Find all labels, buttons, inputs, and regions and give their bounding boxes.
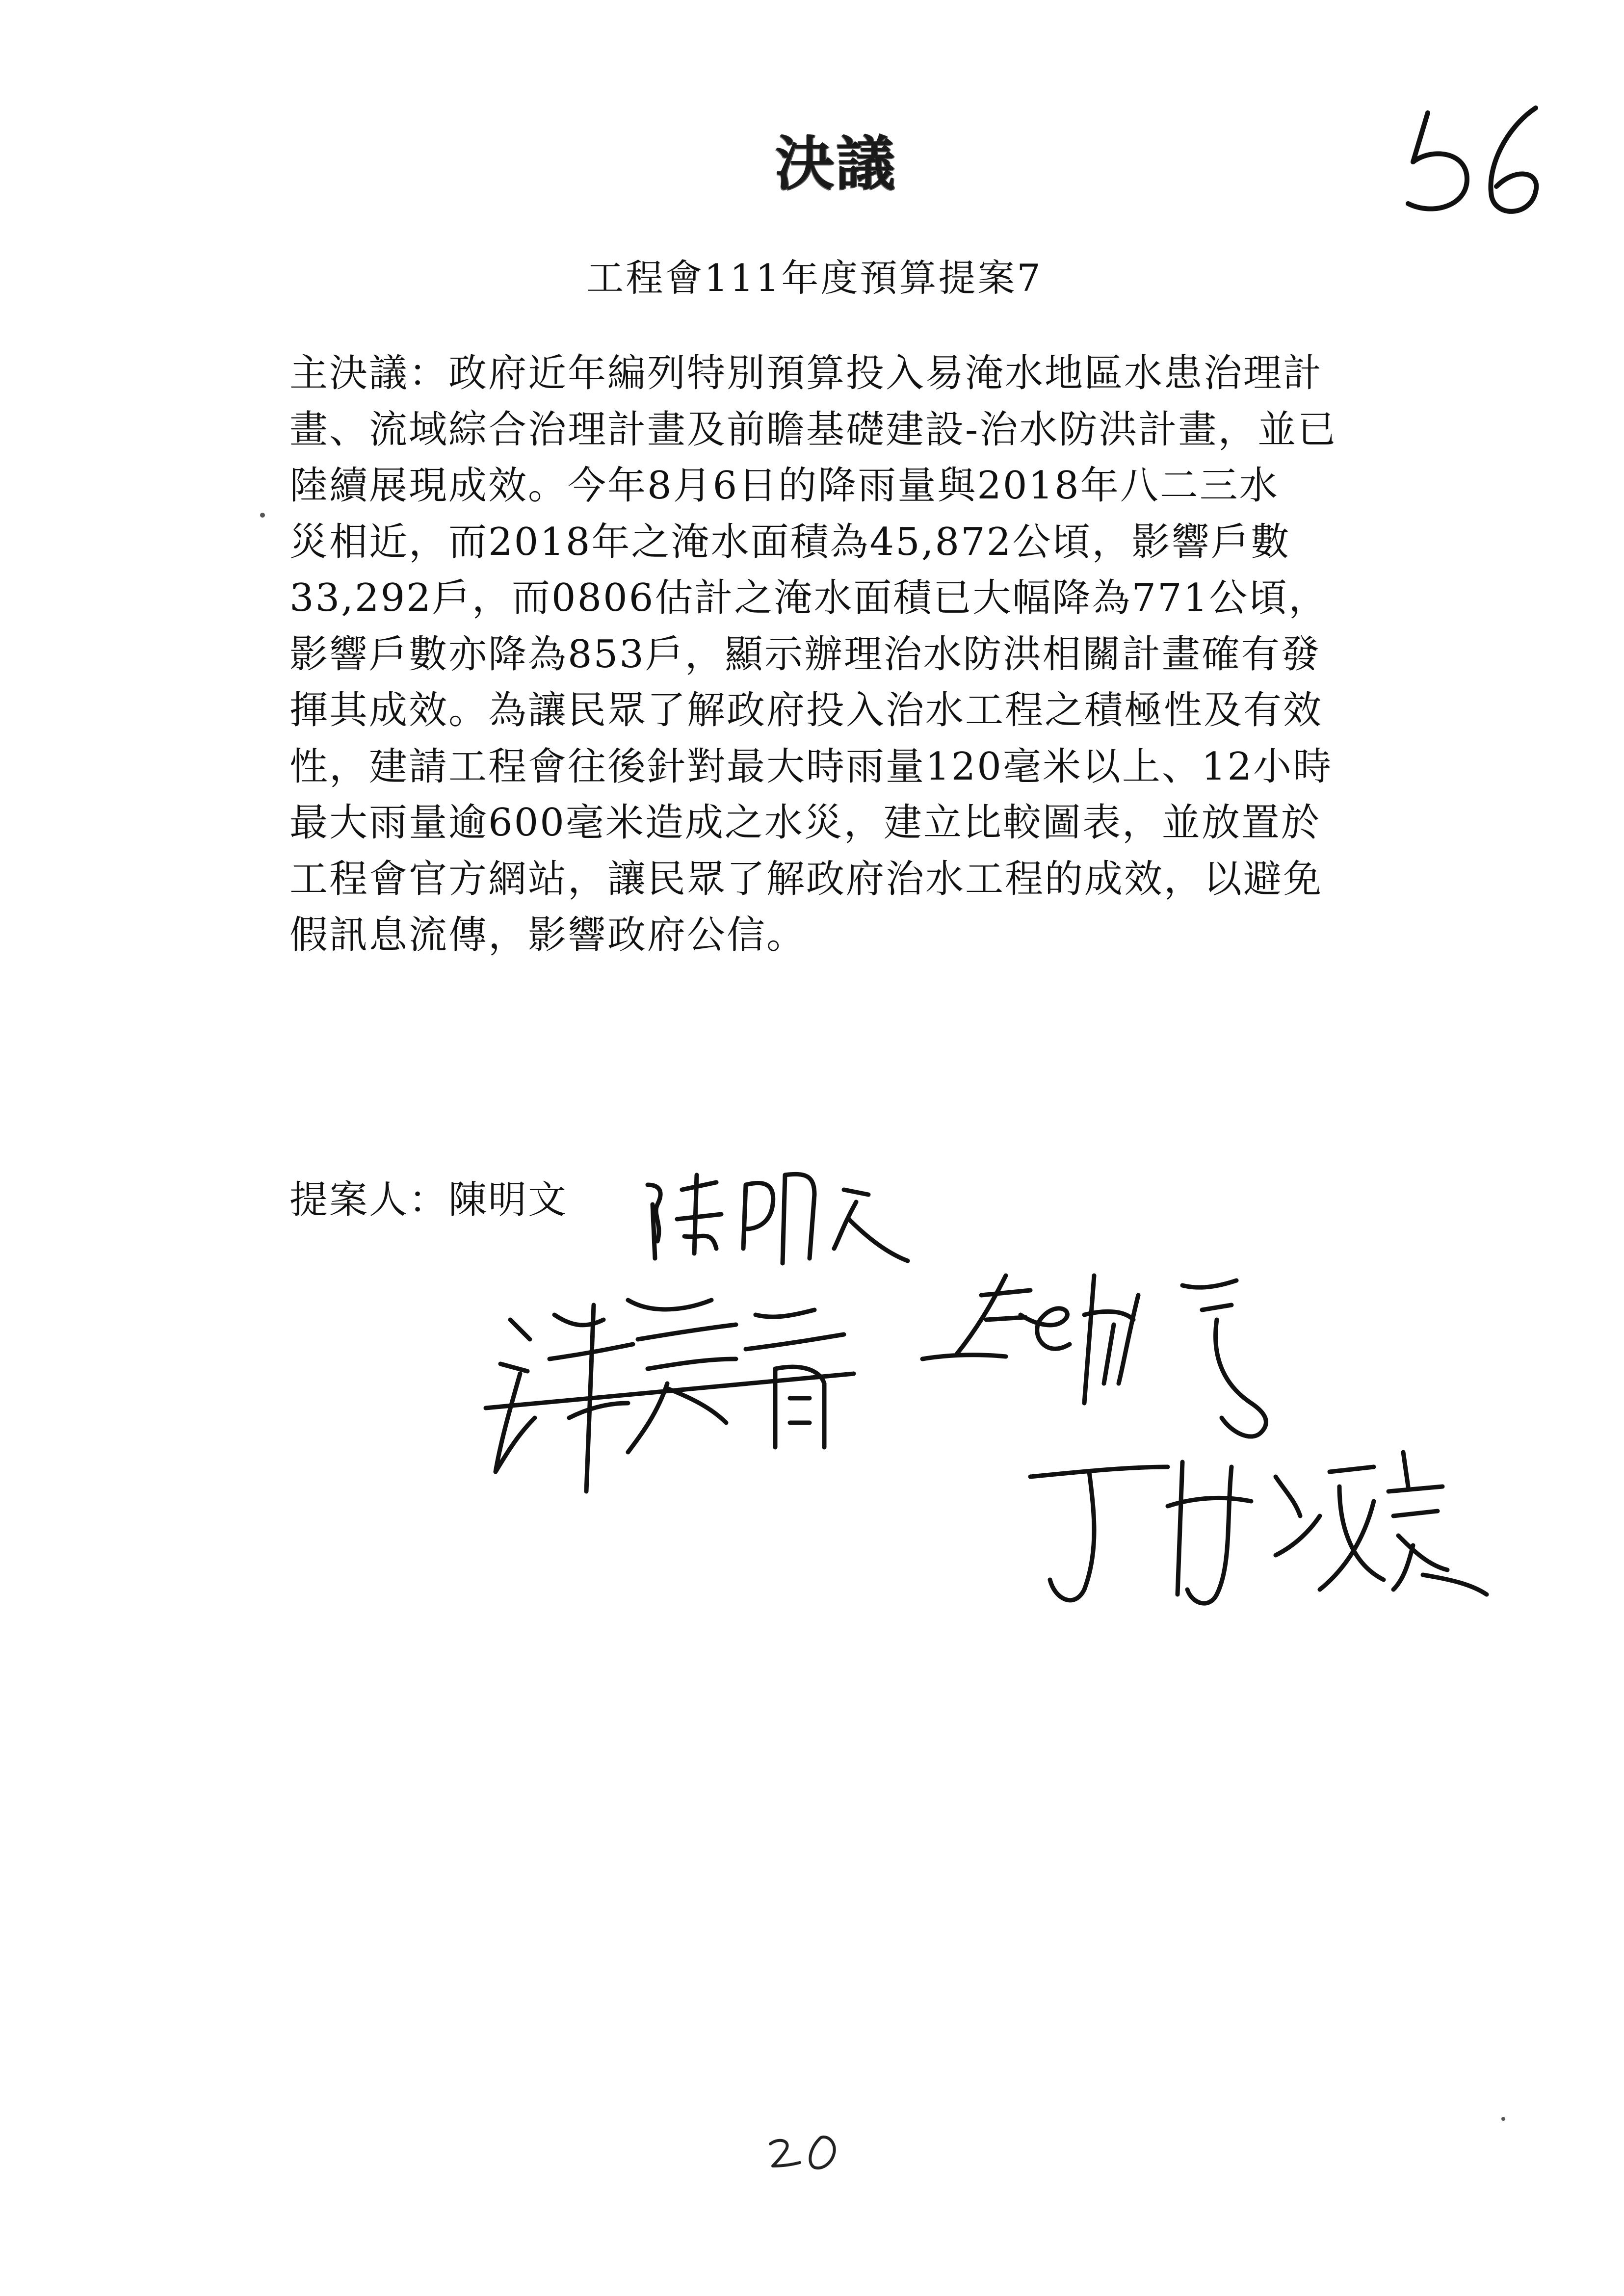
scan-speck bbox=[260, 513, 265, 518]
body-line: 性，建請工程會往後針對最大時雨量120毫米以上、12小時 bbox=[289, 744, 1333, 789]
body-line: 假訊息流傳，影響政府公信。 bbox=[289, 913, 807, 957]
body-line: 最大雨量逾600毫米造成之水災，建立比較圖表，並放置於 bbox=[289, 801, 1321, 845]
resolution-stamp-title: 決議 bbox=[775, 130, 897, 198]
signature-4 bbox=[1021, 1433, 1492, 1639]
signature-2 bbox=[481, 1285, 864, 1501]
body-line: 災相近，而2018年之淹水面積為45,872公頃，影響戶數 bbox=[289, 520, 1291, 564]
handwritten-page-number bbox=[1393, 93, 1560, 231]
body-line: 畫、流域綜合治理計畫及前瞻基礎建設-治水防洪計畫，並已 bbox=[289, 407, 1337, 452]
scan-speck bbox=[1501, 2117, 1505, 2121]
handwritten-bottom-mark bbox=[756, 2124, 854, 2178]
resolution-body bbox=[289, 346, 1388, 964]
document-heading: 工程會111年度預算提案7 bbox=[586, 256, 1043, 300]
body-line: 陸續展現成效。今年8月6日的降雨量與2018年八二三水 bbox=[289, 464, 1279, 508]
body-line: 工程會官方網站，讓民眾了解政府治水工程的成效，以避免 bbox=[289, 857, 1323, 901]
proposer-line: 提案人：陳明文 bbox=[289, 1178, 568, 1222]
signature-proposer bbox=[638, 1155, 913, 1283]
body-line: 影響戶數亦降為853戶，顯示辦理治水防洪相關計畫確有發 bbox=[289, 632, 1321, 677]
body-line: 33,292戶，而0806估計之淹水面積已大幅降為771公頃， bbox=[289, 576, 1329, 620]
body-line: 主決議：政府近年編列特別預算投入易淹水地區水患治理計 bbox=[289, 351, 1323, 395]
signature-3 bbox=[908, 1256, 1290, 1462]
body-line: 揮其成效。為讓民眾了解政府投入治水工程之積極性及有效 bbox=[289, 688, 1323, 732]
